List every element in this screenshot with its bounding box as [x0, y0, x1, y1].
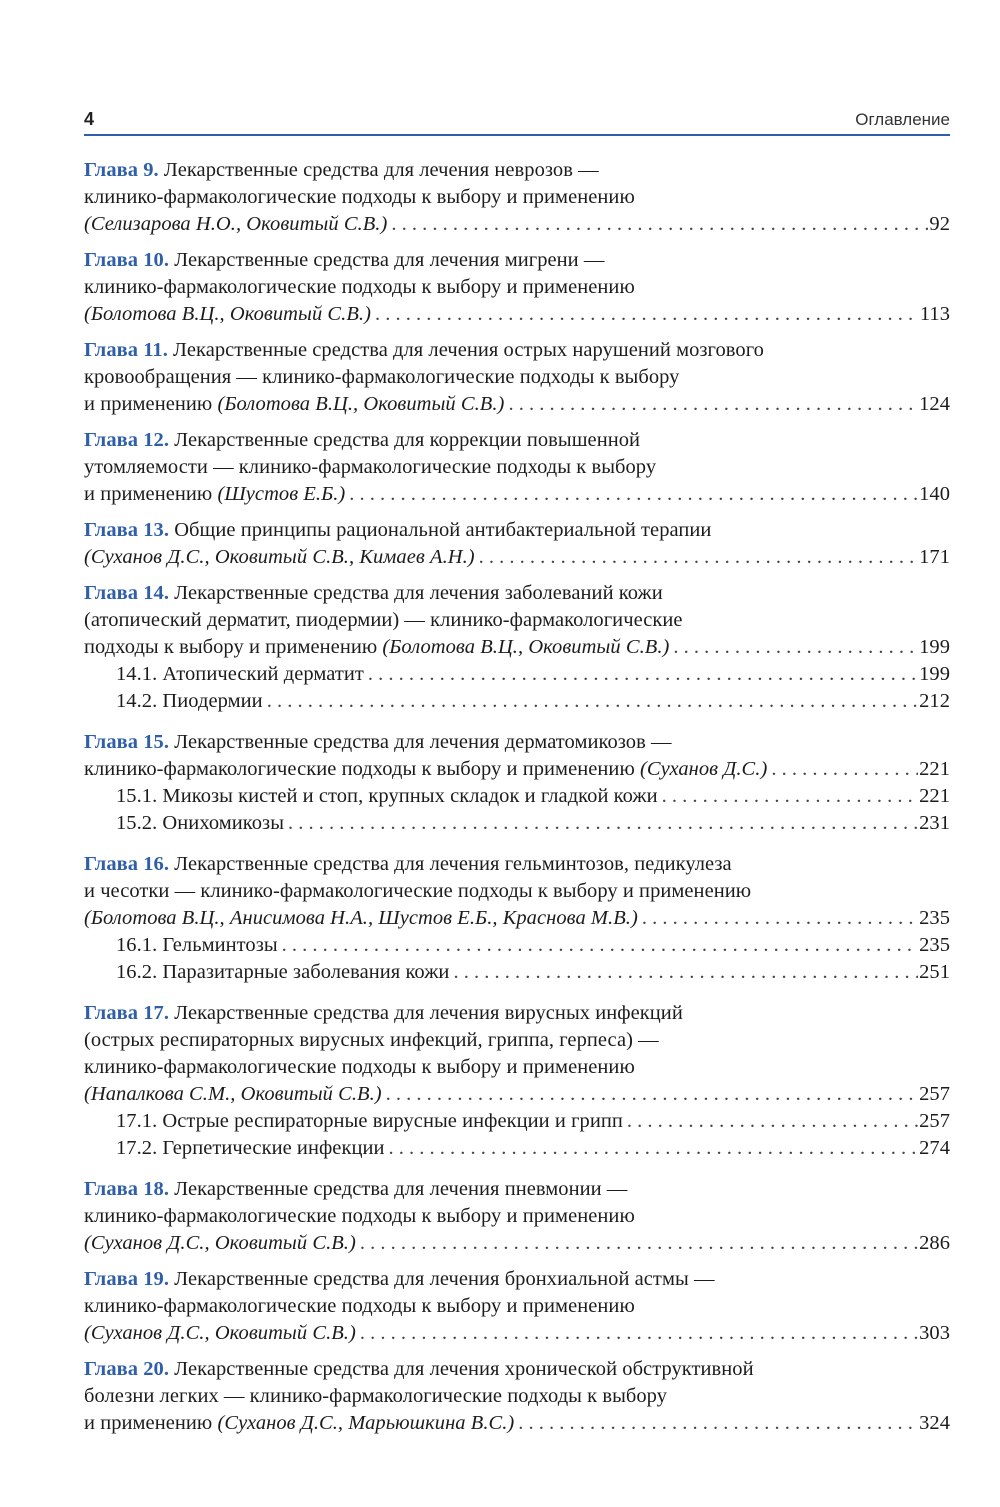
leader-dots [475, 544, 918, 571]
chapter-title-line [84, 517, 950, 544]
chapter-title-line [84, 729, 950, 756]
chapter-number: Глава 18. [84, 1178, 170, 1200]
subsection-page-number[interactable]: 274 [919, 1137, 950, 1159]
chapter-authors: (Болотова В.Ц., Анисимова Н.А., Шустов Е.Б., Краснова М.В.) [84, 907, 638, 929]
leader-dots [387, 211, 928, 238]
chapter-title-line [84, 878, 950, 905]
toc-chapter[interactable] [84, 1176, 950, 1257]
subsection-title: 14.2. Пиодермии [116, 690, 263, 712]
chapter-title-text: болезни легких — клинико-фармакологические подходы к выбору [84, 1385, 668, 1407]
chapter-page-number[interactable]: 235 [919, 907, 950, 929]
chapter-title-line [84, 1054, 950, 1081]
chapter-title-text: утомляемости — клинико-фармакологические подходы к выбору [84, 456, 657, 478]
chapter-title-line [84, 1356, 950, 1383]
chapter-title-text: Лекарственные средства для лечения острых нарушений мозгового [167, 339, 764, 361]
chapter-title-tail: клинико-фармакологические подходы к выбору и применению [84, 758, 640, 780]
subsection-page-number[interactable]: 199 [919, 663, 950, 685]
chapter-title-line [84, 580, 950, 607]
subsection-title: 15.2. Онихомикозы [116, 812, 285, 834]
chapter-page-number[interactable]: 199 [919, 636, 950, 658]
leader-dots [371, 301, 919, 328]
subsection-page-number[interactable]: 231 [919, 812, 950, 834]
chapter-authors-wrap [84, 391, 504, 418]
chapter-authors: (Болотова В.Ц., Оковитый С.В.) [84, 303, 371, 325]
leader-dots [356, 1320, 918, 1347]
chapter-authors-line [84, 391, 950, 418]
chapter-title-line [84, 184, 950, 211]
toc-chapter[interactable] [84, 851, 950, 986]
chapter-title-text: и чесотки — клинико-фармакологические подходы к выбору и применению [84, 880, 752, 902]
chapter-page-number[interactable]: 124 [919, 393, 950, 415]
table-of-contents [84, 157, 950, 1446]
chapter-authors: (Суханов Д.С., Оковитый С.В., Кимаев А.Н.) [84, 546, 475, 568]
chapter-number: Глава 15. [84, 731, 170, 753]
chapter-title-text: Лекарственные средства для коррекции повышенной [169, 429, 641, 451]
leader-dots [623, 1108, 918, 1135]
chapter-authors-line [84, 756, 950, 783]
chapter-title-line [84, 157, 950, 184]
chapter-authors: (Напалкова С.М., Оковитый С.В.) [84, 1083, 382, 1105]
leader-dots [504, 391, 918, 418]
chapter-number: Глава 20. [84, 1358, 170, 1380]
toc-chapter[interactable] [84, 1266, 950, 1347]
leader-dots [382, 1081, 918, 1108]
subsection-title: 14.1. Атопический дерматит [116, 663, 364, 685]
chapter-title-line [84, 454, 950, 481]
subsection-entry[interactable] [84, 1108, 950, 1135]
chapter-authors: (Шустов Е.Б.) [217, 483, 346, 505]
chapter-title-line [84, 1383, 950, 1410]
toc-chapter[interactable] [84, 729, 950, 837]
chapter-authors: (Суханов Д.С., Марьюшкина В.С.) [217, 1412, 515, 1434]
chapter-authors-line [84, 905, 950, 932]
chapter-authors-line [84, 544, 950, 571]
leader-dots [263, 688, 918, 715]
chapter-authors-line [84, 1230, 950, 1257]
subsection-entry[interactable] [84, 1135, 950, 1162]
chapter-number: Глава 17. [84, 1002, 170, 1024]
subsection-entry[interactable] [84, 688, 950, 715]
chapter-title-text: Лекарственные средства для лечения бронхиальной астмы — [169, 1268, 715, 1290]
chapter-authors-wrap [84, 1320, 356, 1347]
chapter-authors: (Болотова В.Ц., Оковитый С.В.) [382, 636, 670, 658]
chapter-page-number[interactable]: 171 [919, 546, 950, 568]
leader-dots [767, 756, 918, 783]
chapter-title-line [84, 851, 950, 878]
leader-dots [449, 959, 918, 986]
leader-dots [284, 810, 918, 837]
chapter-authors: (Селизарова Н.О., Оковитый С.В.) [84, 213, 388, 235]
chapter-title-text: Лекарственные средства для лечения дерматомикозов — [169, 731, 672, 753]
chapter-title-text: Лекарственные средства для лечения хронической обструктивной [169, 1358, 754, 1380]
chapter-title-line [84, 427, 950, 454]
chapter-title-tail: и применению [84, 1412, 218, 1434]
subsection-title: 16.2. Паразитарные заболевания кожи [116, 961, 450, 983]
chapter-number: Глава 11. [84, 339, 168, 361]
page-header [84, 108, 950, 136]
chapter-title-text: Лекарственные средства для лечения гельминтозов, педикулеза [169, 853, 732, 875]
leader-dots [356, 1230, 918, 1257]
chapter-page-number[interactable]: 221 [919, 758, 950, 780]
chapter-authors-wrap [84, 481, 345, 508]
chapter-title-text: клинико-фармакологические подходы к выбору и применению [84, 1056, 635, 1078]
chapter-title-text: Лекарственные средства для лечения мигрени — [169, 249, 605, 271]
subsection-page-number[interactable]: 251 [919, 961, 950, 983]
subsection-page-number[interactable]: 235 [919, 934, 950, 956]
toc-chapter[interactable] [84, 247, 950, 328]
toc-chapter[interactable] [84, 1000, 950, 1162]
chapter-title-text: (острых респираторных вирусных инфекций, гриппа, герпеса) — [84, 1029, 659, 1051]
subsection-title: 15.1. Микозы кистей и стоп, крупных складок и гладкой кожи [116, 785, 658, 807]
chapter-authors-line [84, 301, 950, 328]
chapter-title-line [84, 1293, 950, 1320]
chapter-authors: (Суханов Д.С., Оковитый С.В.) [84, 1322, 356, 1344]
chapter-page-number[interactable]: 140 [919, 483, 950, 505]
chapter-title-tail: и применению [84, 483, 218, 505]
chapter-number: Глава 16. [84, 853, 170, 875]
toc-chapter[interactable] [84, 517, 950, 571]
chapter-title-text: кровообращения — клинико-фармакологические подходы к выбору [84, 366, 680, 388]
chapter-title-line [84, 607, 950, 634]
chapter-title-line [84, 1203, 950, 1230]
chapter-authors-line [84, 1081, 950, 1108]
subsection-entry[interactable] [84, 959, 950, 986]
chapter-authors: (Болотова В.Ц., Оковитый С.В.) [217, 393, 505, 415]
chapter-number: Глава 14. [84, 582, 170, 604]
chapter-title-text: Общие принципы рациональной антибактериальной терапии [169, 519, 712, 541]
subsection-title: 17.2. Герпетические инфекции [116, 1137, 385, 1159]
leader-dots [669, 634, 918, 661]
chapter-authors-wrap [84, 1081, 382, 1108]
chapter-title-line [84, 1176, 950, 1203]
chapter-page-number[interactable]: 92 [929, 213, 950, 235]
page-number: 4 [84, 109, 95, 129]
chapter-title-text: Лекарственные средства для лечения заболеваний кожи [169, 582, 663, 604]
chapter-page-number[interactable]: 286 [919, 1232, 950, 1254]
toc-chapter[interactable] [84, 1356, 950, 1437]
running-title: Оглавление [855, 110, 950, 129]
chapter-authors-wrap [84, 756, 767, 783]
toc-chapter[interactable] [84, 580, 950, 715]
chapter-authors-wrap [84, 905, 638, 932]
chapter-authors-wrap [84, 1230, 356, 1257]
chapter-authors-wrap [84, 544, 475, 571]
subsection-page-number[interactable]: 257 [919, 1110, 950, 1132]
leader-dots [364, 661, 918, 688]
chapter-page-number[interactable]: 324 [919, 1412, 950, 1434]
leader-dots [345, 481, 918, 508]
chapter-authors-line [84, 481, 950, 508]
chapter-title-line [84, 247, 950, 274]
subsection-entry[interactable] [84, 783, 950, 810]
chapter-authors-line [84, 1320, 950, 1347]
chapter-title-line [84, 364, 950, 391]
chapter-authors-line [84, 211, 950, 238]
chapter-title-text: клинико-фармакологические подходы к выбору и применению [84, 1205, 635, 1227]
chapter-title-text: Лекарственные средства для лечения неврозов — [158, 159, 599, 181]
chapter-authors-wrap [84, 211, 387, 238]
chapter-authors-wrap [84, 301, 371, 328]
leader-dots [638, 905, 918, 932]
chapter-title-text: клинико-фармакологические подходы к выбору и применению [84, 276, 635, 298]
subsection-title: 16.1. Гельминтозы [116, 934, 278, 956]
chapter-page-number[interactable]: 113 [919, 303, 950, 325]
chapter-title-tail: и применению [84, 393, 218, 415]
chapter-title-line [84, 274, 950, 301]
subsection-entry[interactable] [84, 932, 950, 959]
chapter-title-line [84, 1266, 950, 1293]
leader-dots [658, 783, 918, 810]
chapter-number: Глава 10. [84, 249, 170, 271]
chapter-page-number[interactable]: 257 [919, 1083, 950, 1105]
chapter-title-line [84, 337, 950, 364]
chapter-authors-line [84, 1410, 950, 1437]
subsection-page-number[interactable]: 212 [919, 690, 950, 712]
chapter-number: Глава 19. [84, 1268, 170, 1290]
chapter-title-text: клинико-фармакологические подходы к выбору и применению [84, 186, 635, 208]
toc-chapter[interactable] [84, 157, 950, 238]
subsection-page-number[interactable]: 221 [919, 785, 950, 807]
chapter-number: Глава 13. [84, 519, 170, 541]
chapter-authors-wrap [84, 1410, 514, 1437]
chapter-number: Глава 9. [84, 159, 159, 181]
chapter-title-text: (атопический дерматит, пиодермии) — клинико-фармакологические [84, 609, 683, 631]
chapter-title-text: клинико-фармакологические подходы к выбору и применению [84, 1295, 635, 1317]
toc-chapter[interactable] [84, 427, 950, 508]
chapter-number: Глава 12. [84, 429, 170, 451]
subsection-entry[interactable] [84, 661, 950, 688]
chapter-title-tail: подходы к выбору и применению [84, 636, 383, 658]
leader-dots [514, 1410, 918, 1437]
subsection-title: 17.1. Острые респираторные вирусные инфекции и грипп [116, 1110, 623, 1132]
chapter-authors: (Суханов Д.С.) [639, 758, 768, 780]
chapter-title-line [84, 1000, 950, 1027]
chapter-authors-line [84, 634, 950, 661]
chapter-authors-wrap [84, 634, 669, 661]
chapter-title-text: Лекарственные средства для лечения пневмонии — [169, 1178, 628, 1200]
leader-dots [385, 1135, 919, 1162]
chapter-page-number[interactable]: 303 [919, 1322, 950, 1344]
subsection-entry[interactable] [84, 810, 950, 837]
toc-chapter[interactable] [84, 337, 950, 418]
chapter-title-line [84, 1027, 950, 1054]
leader-dots [278, 932, 918, 959]
chapter-title-text: Лекарственные средства для лечения вирусных инфекций [169, 1002, 683, 1024]
chapter-authors: (Суханов Д.С., Оковитый С.В.) [84, 1232, 356, 1254]
